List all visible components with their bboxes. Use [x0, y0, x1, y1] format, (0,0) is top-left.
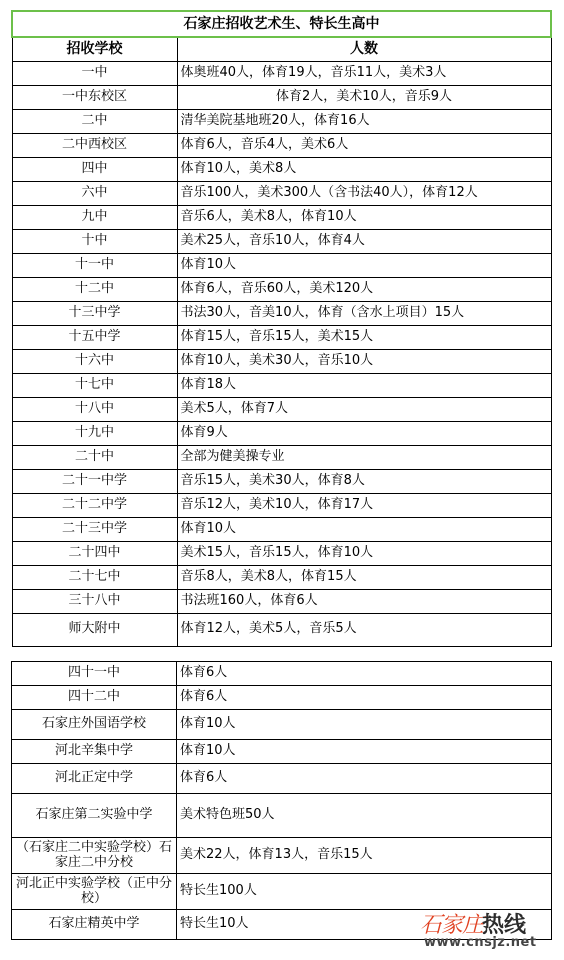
enrollment-info: 体育9人 [177, 421, 551, 445]
school-name: 四中 [12, 157, 177, 181]
table-row [12, 157, 551, 181]
school-name: 二中 [12, 109, 177, 133]
table-row [12, 253, 551, 277]
school-name: 一中东校区 [12, 85, 177, 109]
table-row [12, 838, 552, 874]
enrollment-info: 音乐15人，美术30人，体育8人 [177, 469, 551, 493]
school-name: 一中 [12, 61, 177, 85]
table-row [12, 373, 551, 397]
enrollment-info: 体育10人 [177, 517, 551, 541]
school-name: 师大附中 [12, 613, 177, 646]
school-name: 二十中 [12, 445, 177, 469]
enrollment-info: 体育15人，音乐15人，美术15人 [177, 325, 551, 349]
table-row [12, 686, 552, 710]
school-name: 二十二中学 [12, 493, 177, 517]
table-row [12, 740, 552, 764]
school-name: 四十一中 [12, 662, 177, 686]
school-name: 十二中 [12, 277, 177, 301]
table-row [12, 589, 551, 613]
table-row [12, 493, 551, 517]
header-count: 人数 [177, 37, 551, 61]
school-name: 十五中学 [12, 325, 177, 349]
table-row [12, 229, 551, 253]
table-row [12, 764, 552, 794]
table-row [12, 517, 551, 541]
enrollment-info: 体育10人 [177, 740, 552, 764]
school-name: 河北正定中学 [12, 764, 177, 794]
table-row [12, 85, 551, 109]
enrollment-info: 特长生10人 [177, 910, 552, 940]
enrollment-info: 音乐12人，美术10人，体育17人 [177, 493, 551, 517]
school-name: 十中 [12, 229, 177, 253]
enrollment-info: 书法30人，音美10人，体育（含水上项目）15人 [177, 301, 551, 325]
enrollment-info: 美术15人，音乐15人，体育10人 [177, 541, 551, 565]
school-name: 二十七中 [12, 565, 177, 589]
table-row [12, 133, 551, 157]
school-name: 十八中 [12, 397, 177, 421]
enrollment-info: 全部为健美操专业 [177, 445, 551, 469]
enrollment-info: 体育6人 [177, 764, 552, 794]
school-name: 四十二中 [12, 686, 177, 710]
enrollment-info: 美术5人，体育7人 [177, 397, 551, 421]
enrollment-info: 特长生100人 [177, 874, 552, 910]
table-row [12, 445, 551, 469]
table-row [12, 397, 551, 421]
enrollment-info: 体育10人，美术8人 [177, 157, 551, 181]
table-row [12, 277, 551, 301]
table-row [12, 301, 551, 325]
table-row [12, 874, 552, 910]
school-name: 石家庄外国语学校 [12, 710, 177, 740]
watermark-brand: 石家庄 [420, 913, 484, 938]
watermark-url: www.cnsjz.net [424, 935, 537, 950]
table-row [12, 565, 551, 589]
enrollment-info: 音乐8人，美术8人，体育15人 [177, 565, 551, 589]
table-header-row [12, 37, 551, 61]
enrollment-info: 美术22人，体育13人，音乐15人 [177, 838, 552, 874]
school-name: 二十四中 [12, 541, 177, 565]
table-row [12, 109, 551, 133]
school-name: 石家庄精英中学 [12, 910, 177, 940]
table-title-row [12, 11, 551, 37]
table-row [12, 205, 551, 229]
school-name: 三十八中 [12, 589, 177, 613]
school-name: 十一中 [12, 253, 177, 277]
table-row [12, 710, 552, 740]
school-name: （石家庄二中实验学校）石家庄二中分校 [12, 838, 177, 874]
school-name: 十三中学 [12, 301, 177, 325]
enrollment-info: 美术特色班50人 [177, 794, 552, 838]
enrollment-info: 体育6人 [177, 686, 552, 710]
table-row [12, 541, 551, 565]
enrollment-info: 体育2人，美术10人，音乐9人 [177, 85, 551, 109]
table-row [12, 613, 551, 646]
school-name: 二十一中学 [12, 469, 177, 493]
enrollment-info: 体育18人 [177, 373, 551, 397]
table-row [12, 469, 551, 493]
enrollment-info: 体育6人，音乐4人，美术6人 [177, 133, 551, 157]
enrollment-table-main [11, 10, 552, 647]
enrollment-table-extra [11, 661, 552, 940]
enrollment-info: 体奥班40人，体育19人，音乐11人，美术3人 [177, 61, 551, 85]
school-name: 十七中 [12, 373, 177, 397]
table-title: 石家庄招收艺术生、特长生高中 [12, 11, 551, 37]
school-name: 十六中 [12, 349, 177, 373]
table-row [12, 349, 551, 373]
enrollment-info: 体育12人，美术5人，音乐5人 [177, 613, 551, 646]
enrollment-info: 音乐6人，美术8人，体育10人 [177, 205, 551, 229]
school-name: 河北正中实验学校（正中分校） [12, 874, 177, 910]
watermark-suffix: 热线 [482, 913, 527, 938]
school-name: 九中 [12, 205, 177, 229]
enrollment-info: 体育6人，音乐60人，美术120人 [177, 277, 551, 301]
table-row [12, 61, 551, 85]
enrollment-info: 书法班160人，体育6人 [177, 589, 551, 613]
enrollment-info: 体育10人 [177, 710, 552, 740]
school-name: 二中西校区 [12, 133, 177, 157]
header-school: 招收学校 [12, 37, 177, 61]
table-row [12, 181, 551, 205]
enrollment-info: 美术25人，音乐10人，体育4人 [177, 229, 551, 253]
site-watermark [420, 908, 552, 954]
school-name: 石家庄第二实验中学 [12, 794, 177, 838]
enrollment-info: 体育10人 [177, 253, 551, 277]
enrollment-info: 清华美院基地班20人，体育16人 [177, 109, 551, 133]
table-row [12, 325, 551, 349]
table-row [12, 662, 552, 686]
enrollment-info: 体育6人 [177, 662, 552, 686]
enrollment-info: 体育10人，美术30人，音乐10人 [177, 349, 551, 373]
enrollment-info: 音乐100人，美术300人（含书法40人），体育12人 [177, 181, 551, 205]
school-name: 六中 [12, 181, 177, 205]
table-row [12, 421, 551, 445]
table-row [12, 794, 552, 838]
school-name: 十九中 [12, 421, 177, 445]
school-name: 河北辛集中学 [12, 740, 177, 764]
school-name: 二十三中学 [12, 517, 177, 541]
